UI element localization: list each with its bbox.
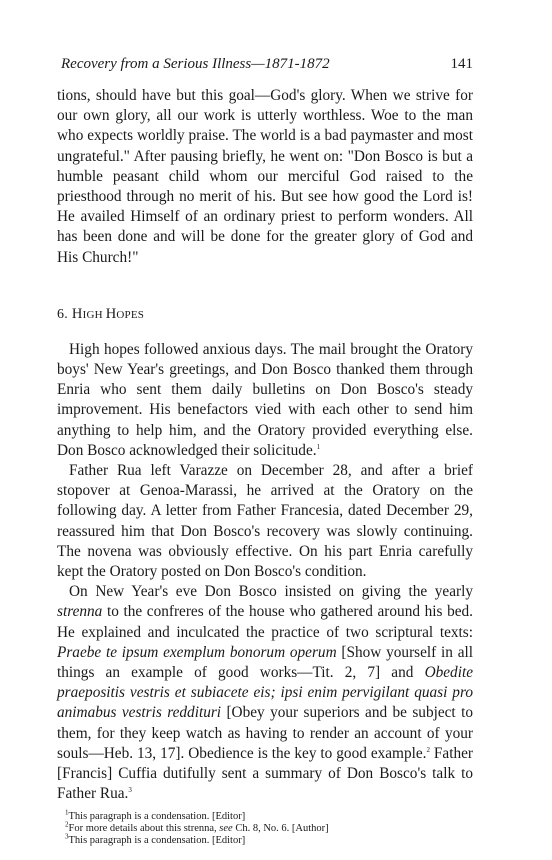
page-number: 141	[450, 56, 473, 72]
page-content	[57, 56, 473, 847]
latin-quote-1: Praebe te ipsum exemplum bonorum operum	[57, 643, 337, 661]
footnote-ref-1: 1	[316, 442, 321, 451]
footnote-3: $^3$This paragraph is a condensation. [Editor]	[65, 832, 246, 846]
section-heading: 6. HIGH HOPES	[57, 305, 145, 322]
latin-quote-2: Obedite praepositis vestris et subiacete eis; ipsi enim pervigilant quasi pro animabus vestris reddituri	[57, 664, 473, 722]
footnotes	[57, 808, 473, 848]
running-title: Recovery from a Serious Illness—1871-1872	[61, 56, 330, 72]
section-number: 6.	[57, 306, 68, 322]
paragraph-high-hopes: High hopes followed anxious days. The mail brought the Oratory boys' New Year's greetings, and Don Bosco thanked them through Enria who sent them daily bulletins on Don Bosco's steady improvement. His benefactors vied with each other to send him anything to help him, and the Oratory provided everything else. Don Bosco acknowledged their solicitude.$^1$	[57, 340, 473, 459]
footnote-ref-3: 3	[128, 786, 132, 795]
term-strenna: strenna	[57, 603, 103, 621]
footnote-ref-2: 2	[426, 745, 430, 754]
paragraph-continuation: tions, should have but this goal—God's glory. When we strive for our own glory, all our work is utterly worthless. Woe to the man who expects worldly praise. The world is a bad paymaster and most ungrateful." After pausing briefly, he went on: "Don Bosco is but a humble peasant child whom our merciful God raised to the priesthood through no merit of his. But see how good the Lord is! He availed Himself of an ordinary priest to perform wonders. All has been done and will be done for the greater glory of God and His Church!"	[57, 87, 473, 266]
paragraph-father-rua: Father Rua left Varazze on December 28, and after a brief stopover at Genoa-Marassi, he arrived at the Oratory on the following day. A letter from Father Francesia, dated December 29, reassured him that Don Bosco's recovery was slowly continuing. The novena was obviously effective. On his part Enria carefully kept the Oratory posted on Don Bosco's condition.	[57, 462, 473, 581]
running-head	[57, 56, 473, 73]
paragraph-new-years-eve: On New Year's eve Don Bosco insisted on giving the yearly strenna to the confreres of the house who gathered around his bed. He explained and inculcated the practice of two scriptural texts: Praebe te ipsum exemplum bonorum operum [Show yourself in all things an example of good works—Tit. 2, 7] and Obedite praepositis vestris et subiacete eis; ipsi enim pervigilant quasi pro animabus vestris reddituri [Obey your superiors and be subject to them, for they keep watch as having to render an account of your souls—Heb. 13, 17]. Obedience is the key to good example.$^2$ Father [Francis] Cuffia dutifully sent a summary of Don Bosco's talk to Father Rua.$^3$	[57, 583, 473, 803]
footnote-1: $^1$This paragraph is a condensation. [Editor]	[65, 808, 246, 822]
footnote-2: $^2$For more details about this strenna, see Ch. 8, No. 6. [Author]	[65, 820, 329, 834]
